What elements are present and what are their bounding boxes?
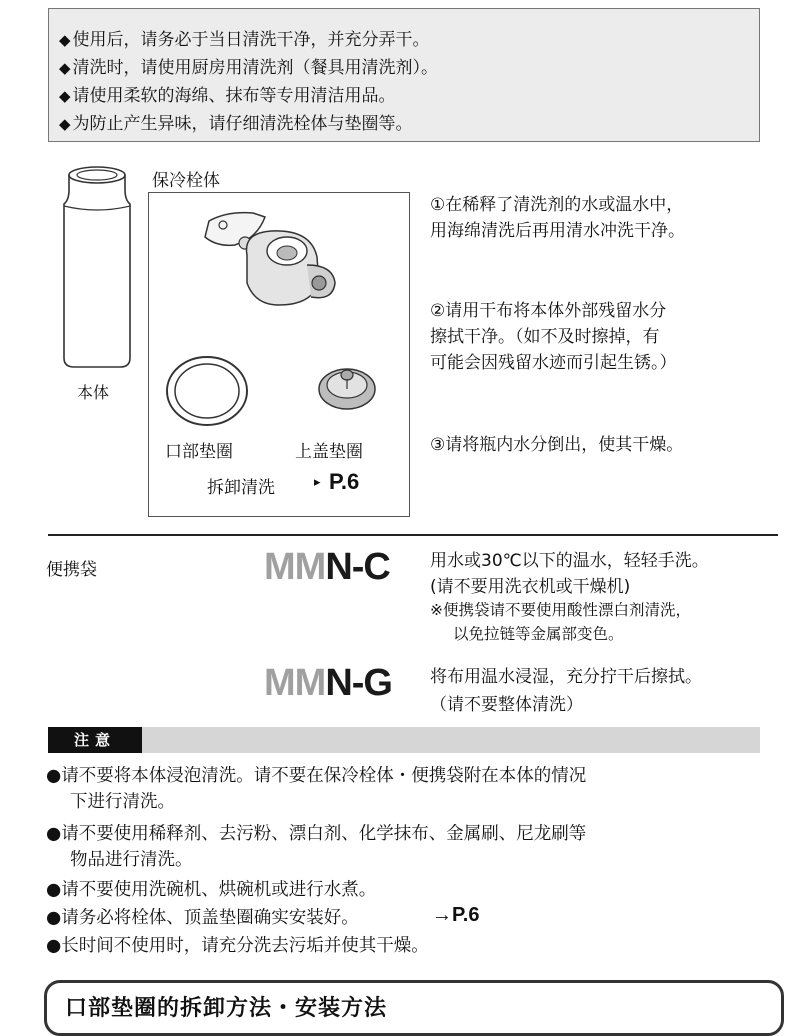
care-note: 以免拉链等金属部变色。 — [453, 625, 624, 643]
step-line: 用海绵清洗后再用清水冲洗干净。 — [430, 221, 685, 241]
step-line: ①在稀释了清洗剂的水或温水中， — [430, 195, 684, 215]
step-line: 可能会因残留水迹而引起生锈。） — [430, 353, 677, 373]
page-ref-link[interactable]: →P.6 — [432, 904, 480, 926]
lid-gasket-label: 上盖垫圈 — [295, 442, 363, 462]
care-line: 将布用温水浸湿，充分拧干后擦拭。 — [430, 667, 702, 687]
caution-header-bar — [48, 727, 760, 753]
section-title-box — [44, 980, 784, 1036]
disassembly-label: 拆卸清洗 — [207, 478, 275, 498]
lid-gasket-illustration — [315, 359, 379, 415]
step-line: ③请将瓶内水分倒出，使其干燥。 — [430, 435, 684, 455]
page-ref-link[interactable]: P.6 — [329, 469, 360, 494]
care-line: (请不要用洗衣机或干燥机) — [430, 577, 631, 597]
body-label: 本体 — [77, 383, 110, 402]
care-note: ※便携袋请不要使用酸性漂白剂清洗， — [430, 601, 691, 619]
mouth-gasket-illustration — [163, 353, 253, 433]
mouth-gasket-label: 口部垫圈 — [165, 442, 233, 462]
notice-line: ◆ 请使用柔软的海绵、抹布等专用清洁用品。 — [59, 85, 396, 107]
step-line: ②请用干布将本体外部残留水分 — [430, 301, 667, 321]
stopper-illustration — [195, 207, 345, 315]
caution-item: ●长时间不使用时，请充分洗去污垢并使其干燥。 — [46, 936, 429, 956]
model-code-mmn-c: MMN-C — [264, 546, 390, 588]
caution-item-cont: 物品进行清洗。 — [70, 850, 193, 870]
section-divider — [48, 534, 778, 536]
notice-line: ◆ 使用后，请务必于当日清洗干净，并充分弄干。 — [59, 29, 430, 51]
bottle-body-illustration — [60, 162, 136, 370]
carry-bag-label: 便携袋 — [46, 560, 97, 580]
caution-item-cont: 下进行清洗。 — [70, 792, 175, 812]
section-title: 口部垫圈的拆卸方法・安装方法 — [65, 995, 388, 1021]
notice-line: ◆ 清洗时，请使用厨房用清洗剂（餐具用清洗剂）。 — [59, 57, 438, 79]
notice-line: ◆ 为防止产生异味，请仔细清洗栓体与垫圈等。 — [59, 113, 413, 135]
caution-item: ●请不要使用稀释剂、去污粉、漂白剂、化学抹布、金属刷、尼龙刷等 — [46, 824, 587, 844]
arrow-right-icon: ▸ — [314, 475, 321, 490]
caution-item: ●请不要将本体浸泡清洗。请不要在保冷栓体・便携袋附在本体的情况 — [46, 766, 587, 786]
model-code-mmn-g: MMN-G — [264, 662, 392, 704]
caution-heading: 注意 — [48, 727, 142, 753]
notice-box — [48, 8, 760, 142]
caution-item: ●请务必将栓体、顶盖垫圈确实安装好。 — [46, 908, 359, 928]
caution-item: ●请不要使用洗碗机、烘碗机或进行水煮。 — [46, 880, 377, 900]
stopper-label: 保冷栓体 — [152, 171, 220, 191]
care-line: （请不要整体清洗） — [430, 695, 583, 715]
step-line: 擦拭干净。（如不及时擦掉，有 — [430, 327, 660, 347]
stopper-parts-frame — [148, 192, 410, 517]
care-line: 用水或30℃以下的温水，轻轻手洗。 — [430, 551, 709, 571]
